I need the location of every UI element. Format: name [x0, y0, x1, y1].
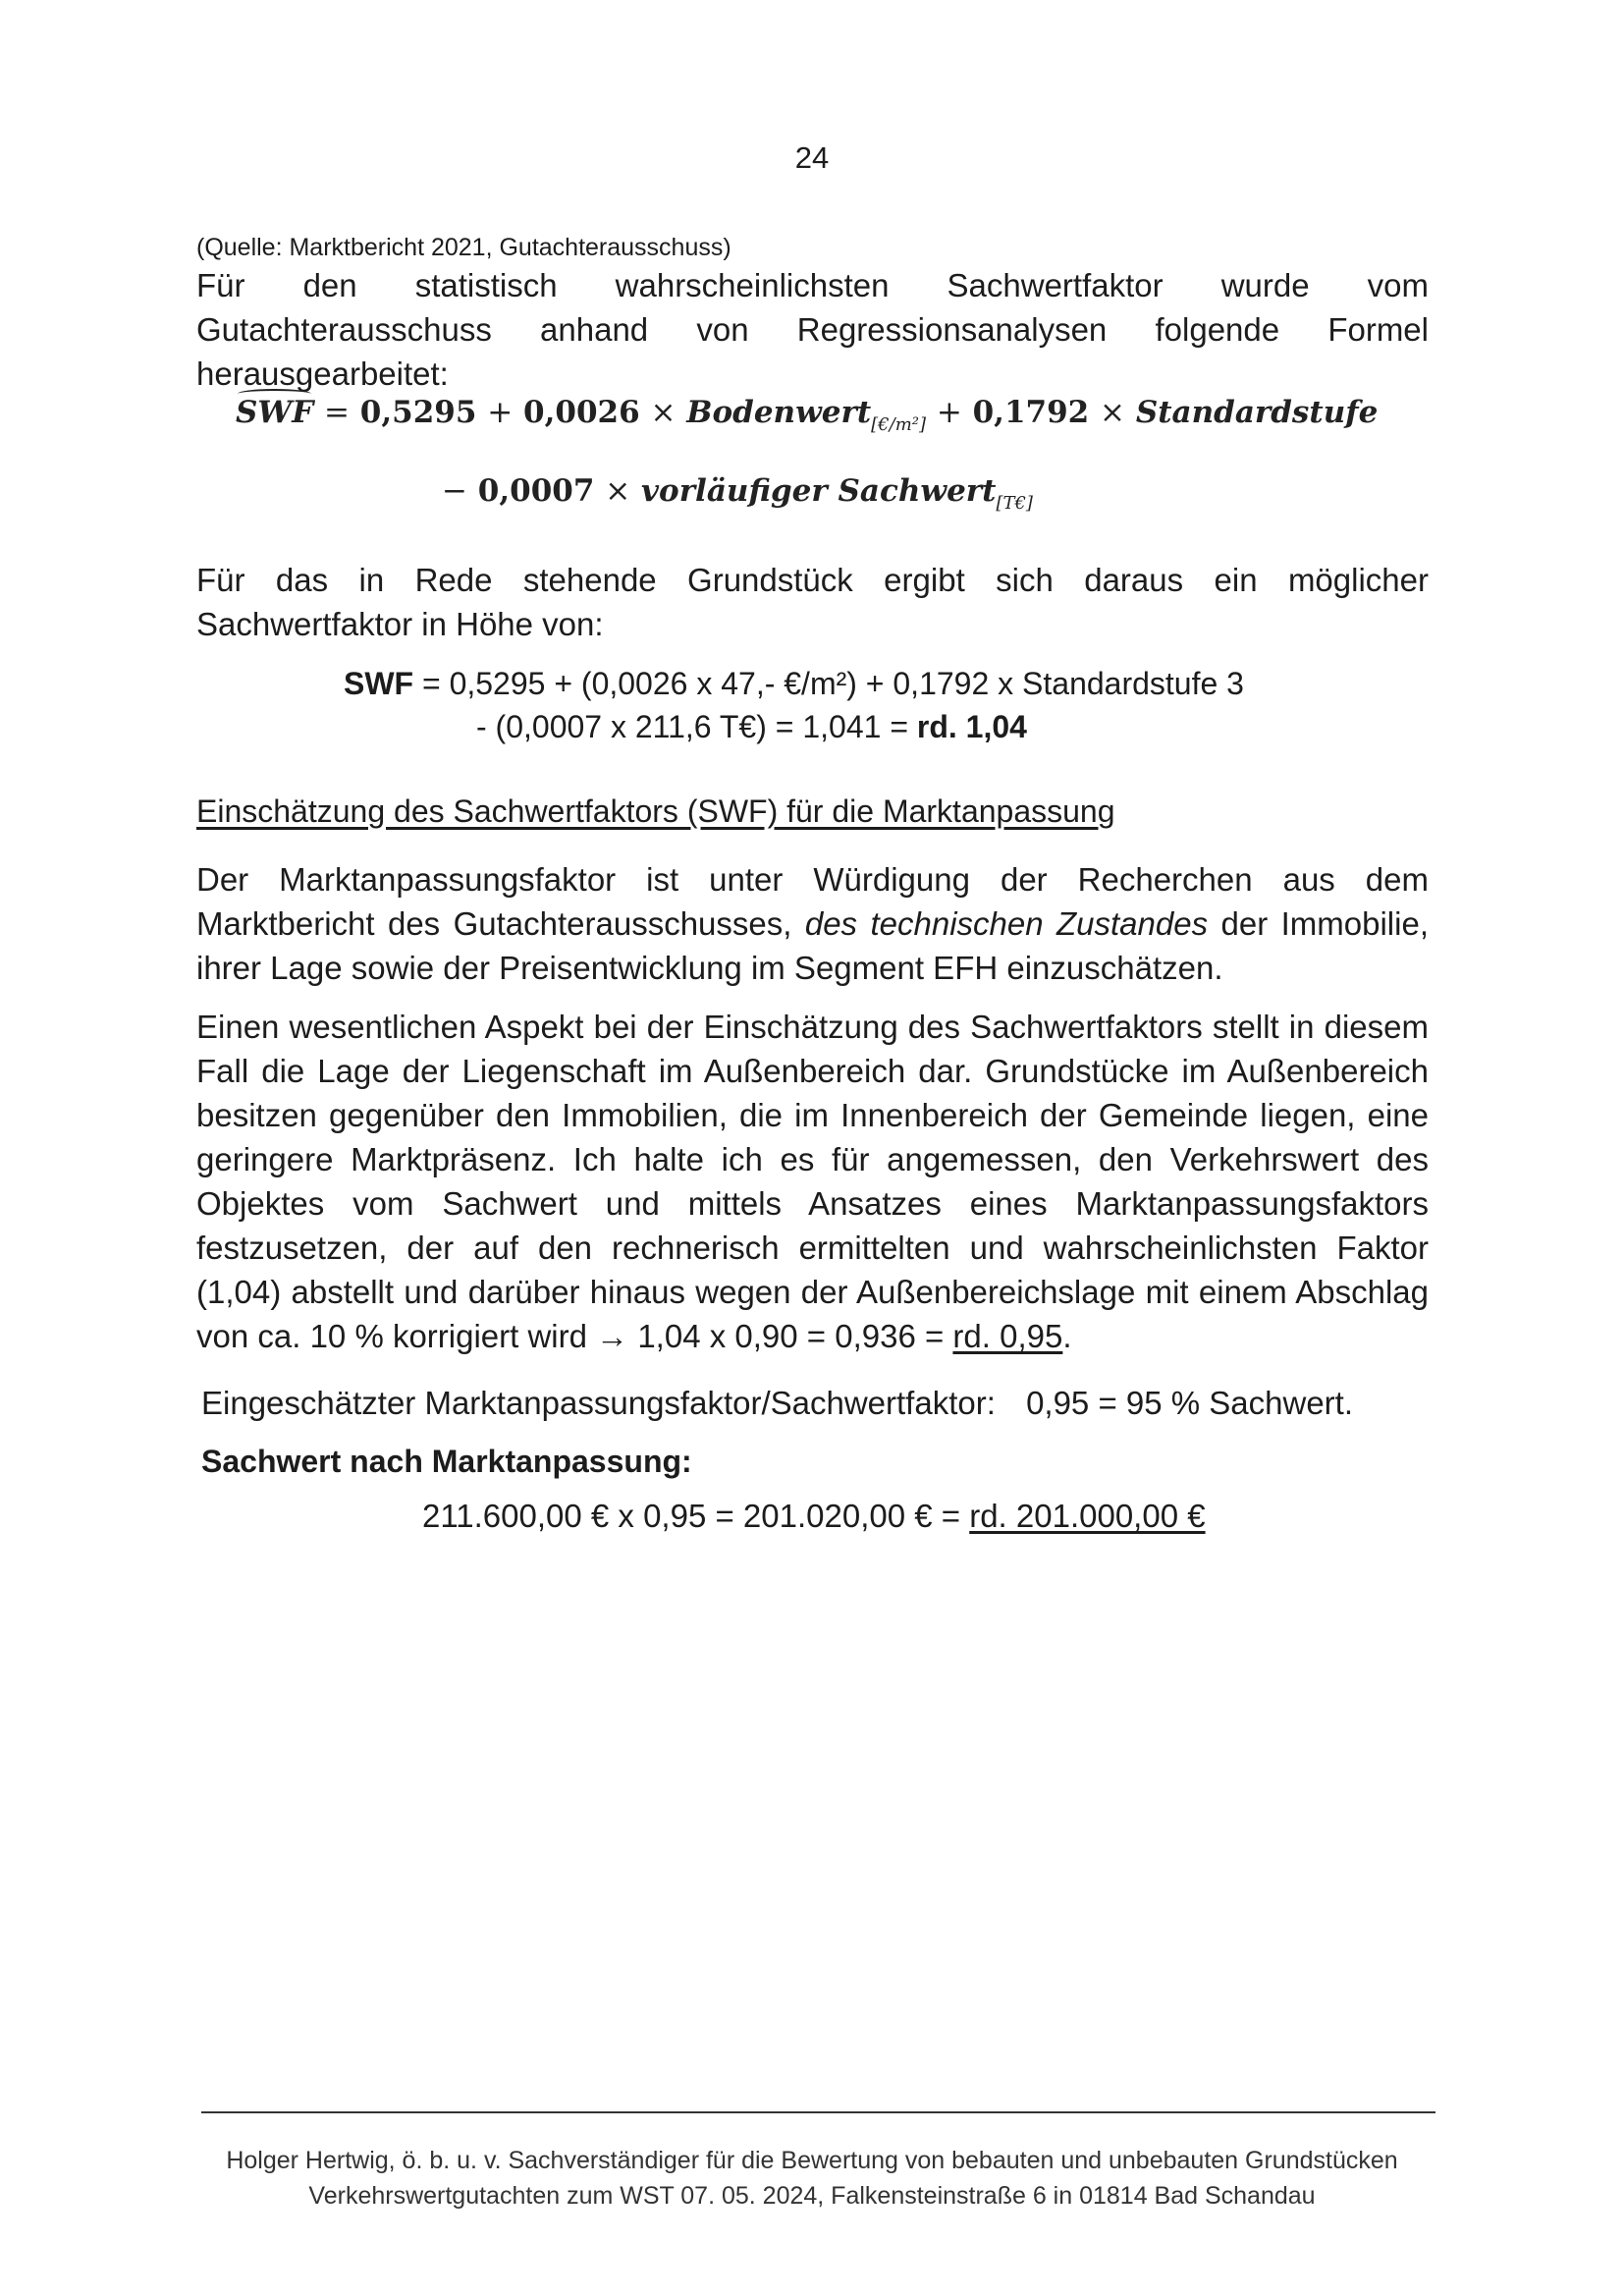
application-paragraph: Für das in Rede stehende Grundstück ergibt sich daraus ein möglicher Sachwertfaktor in Höhe von:	[196, 562, 1429, 642]
estimated-factor-label: Eingeschätzter Marktanpassungsfaktor/Sachwertfaktor:	[201, 1385, 996, 1421]
paragraph-market-part-1: Der Marktanpassungsfaktor ist unter Würdigung der Recherchen aus dem Marktbericht des Gutachterausschusses,	[196, 861, 1429, 942]
paragraph-aspect	[196, 1005, 1429, 1358]
section-heading: Einschätzung des Sachwertfaktors (SWF) für die Marktanpassung	[196, 793, 1115, 829]
formula-var-standardstufe: Standardstufe	[1135, 395, 1379, 430]
formula-unit-bodenwert: [€/m²]	[871, 414, 927, 435]
swf-calc-result: rd. 1,04	[916, 709, 1027, 744]
swf-calc-line-1-text: = 0,5295 + (0,0026 x 47,- €/m²) + 0,1792 x Standardstufe 3	[413, 666, 1244, 701]
source-note: (Quelle: Marktbericht 2021, Gutachterausschuss)	[196, 234, 731, 261]
formula-plus-2: +	[936, 395, 962, 430]
formula-line-2	[442, 473, 1033, 514]
paragraph-market	[196, 857, 1429, 990]
swf-calc-label: SWF	[344, 666, 414, 701]
paragraph-aspect-result: rd. 0,95	[952, 1318, 1063, 1354]
formula-c2: 0,1792	[972, 395, 1090, 430]
market-value-calc	[422, 1498, 1206, 1535]
formula-times-1: ×	[650, 395, 677, 430]
footer-line-1: Holger Hertwig, ö. b. u. v. Sachverständiger für die Bewertung von bebauten und unbebauten Grundstücken	[226, 2147, 1398, 2174]
formula-c1: 0,0026	[523, 395, 640, 430]
footer-divider	[201, 2111, 1435, 2113]
formula-eq: =	[324, 395, 350, 430]
swf-calc-line-1	[344, 666, 1244, 702]
formula-var-sachwert: vorläufiger Sachwert	[641, 473, 997, 509]
formula-c3: 0,0007	[477, 473, 595, 509]
market-value-heading: Sachwert nach Marktanpassung:	[201, 1444, 692, 1479]
swf-calc-line-2	[476, 709, 1027, 745]
formula-minus: −	[442, 473, 467, 509]
formula-plus-1: +	[487, 395, 514, 430]
estimated-factor-value: 0,95 = 95 % Sachwert.	[1026, 1385, 1354, 1421]
intro-paragraph: Für den statistisch wahrscheinlichsten Sachwertfaktor wurde vom Gutachterausschuss anhand von Regressionsanalysen folgende Formel herausgearbeitet:	[196, 267, 1429, 392]
estimated-factor-line	[201, 1385, 1353, 1422]
formula-var-bodenwert: Bodenwert	[686, 395, 872, 430]
formula-lhs: SWF	[236, 395, 314, 430]
formula-line-1	[236, 395, 1378, 435]
formula-c0: 0,5295	[359, 395, 477, 430]
formula-unit-sachwert: [T€]	[996, 493, 1033, 514]
market-value-result: rd. 201.000,00 €	[969, 1498, 1206, 1534]
formula-times-2: ×	[1100, 395, 1126, 430]
paragraph-market-part-2: der Immobilie, ihrer Lage sowie der Preisentwicklung im Segment EFH einzuschätzen.	[196, 905, 1429, 986]
paragraph-aspect-end: .	[1062, 1318, 1072, 1354]
page-number: 24	[794, 140, 830, 175]
formula-times-3: ×	[605, 473, 631, 509]
swf-calc-line-2-text: - (0,0007 x 211,6 T€) = 1,041 =	[476, 709, 917, 744]
paragraph-aspect-text: Einen wesentlichen Aspekt bei der Einschätzung des Sachwertfaktors stellt in diesem Fall die Lage der Liegenschaft im Außenbereich dar. Grundstücke im Außenbereich besitzen gegenüber den Immobilien, die im Innenbereich der Gemeinde liegen, eine geringere Marktpräsenz. Ich halte ich es für angemessen, den Verkehrswert des Objektes vom Sachwert und mittels Ansatzes eines Marktanpassungsfaktors festzusetzen, der auf den rechnerisch ermittelten und wahrscheinlichsten Faktor (1,04) abstellt und darüber hinaus wegen der Außenbereichslage mit einem Abschlag von ca. 10 % korrigiert wird → 1,04 x 0,90 = 0,936 =	[196, 1009, 1429, 1354]
market-value-expr: 211.600,00 € x 0,95 = 201.020,00 € =	[422, 1498, 970, 1534]
footer-line-2: Verkehrswertgutachten zum WST 07. 05. 2024, Falkensteinstraße 6 in 01814 Bad Schandau	[308, 2182, 1316, 2210]
paragraph-market-italic: des technischen Zustandes	[804, 905, 1209, 942]
